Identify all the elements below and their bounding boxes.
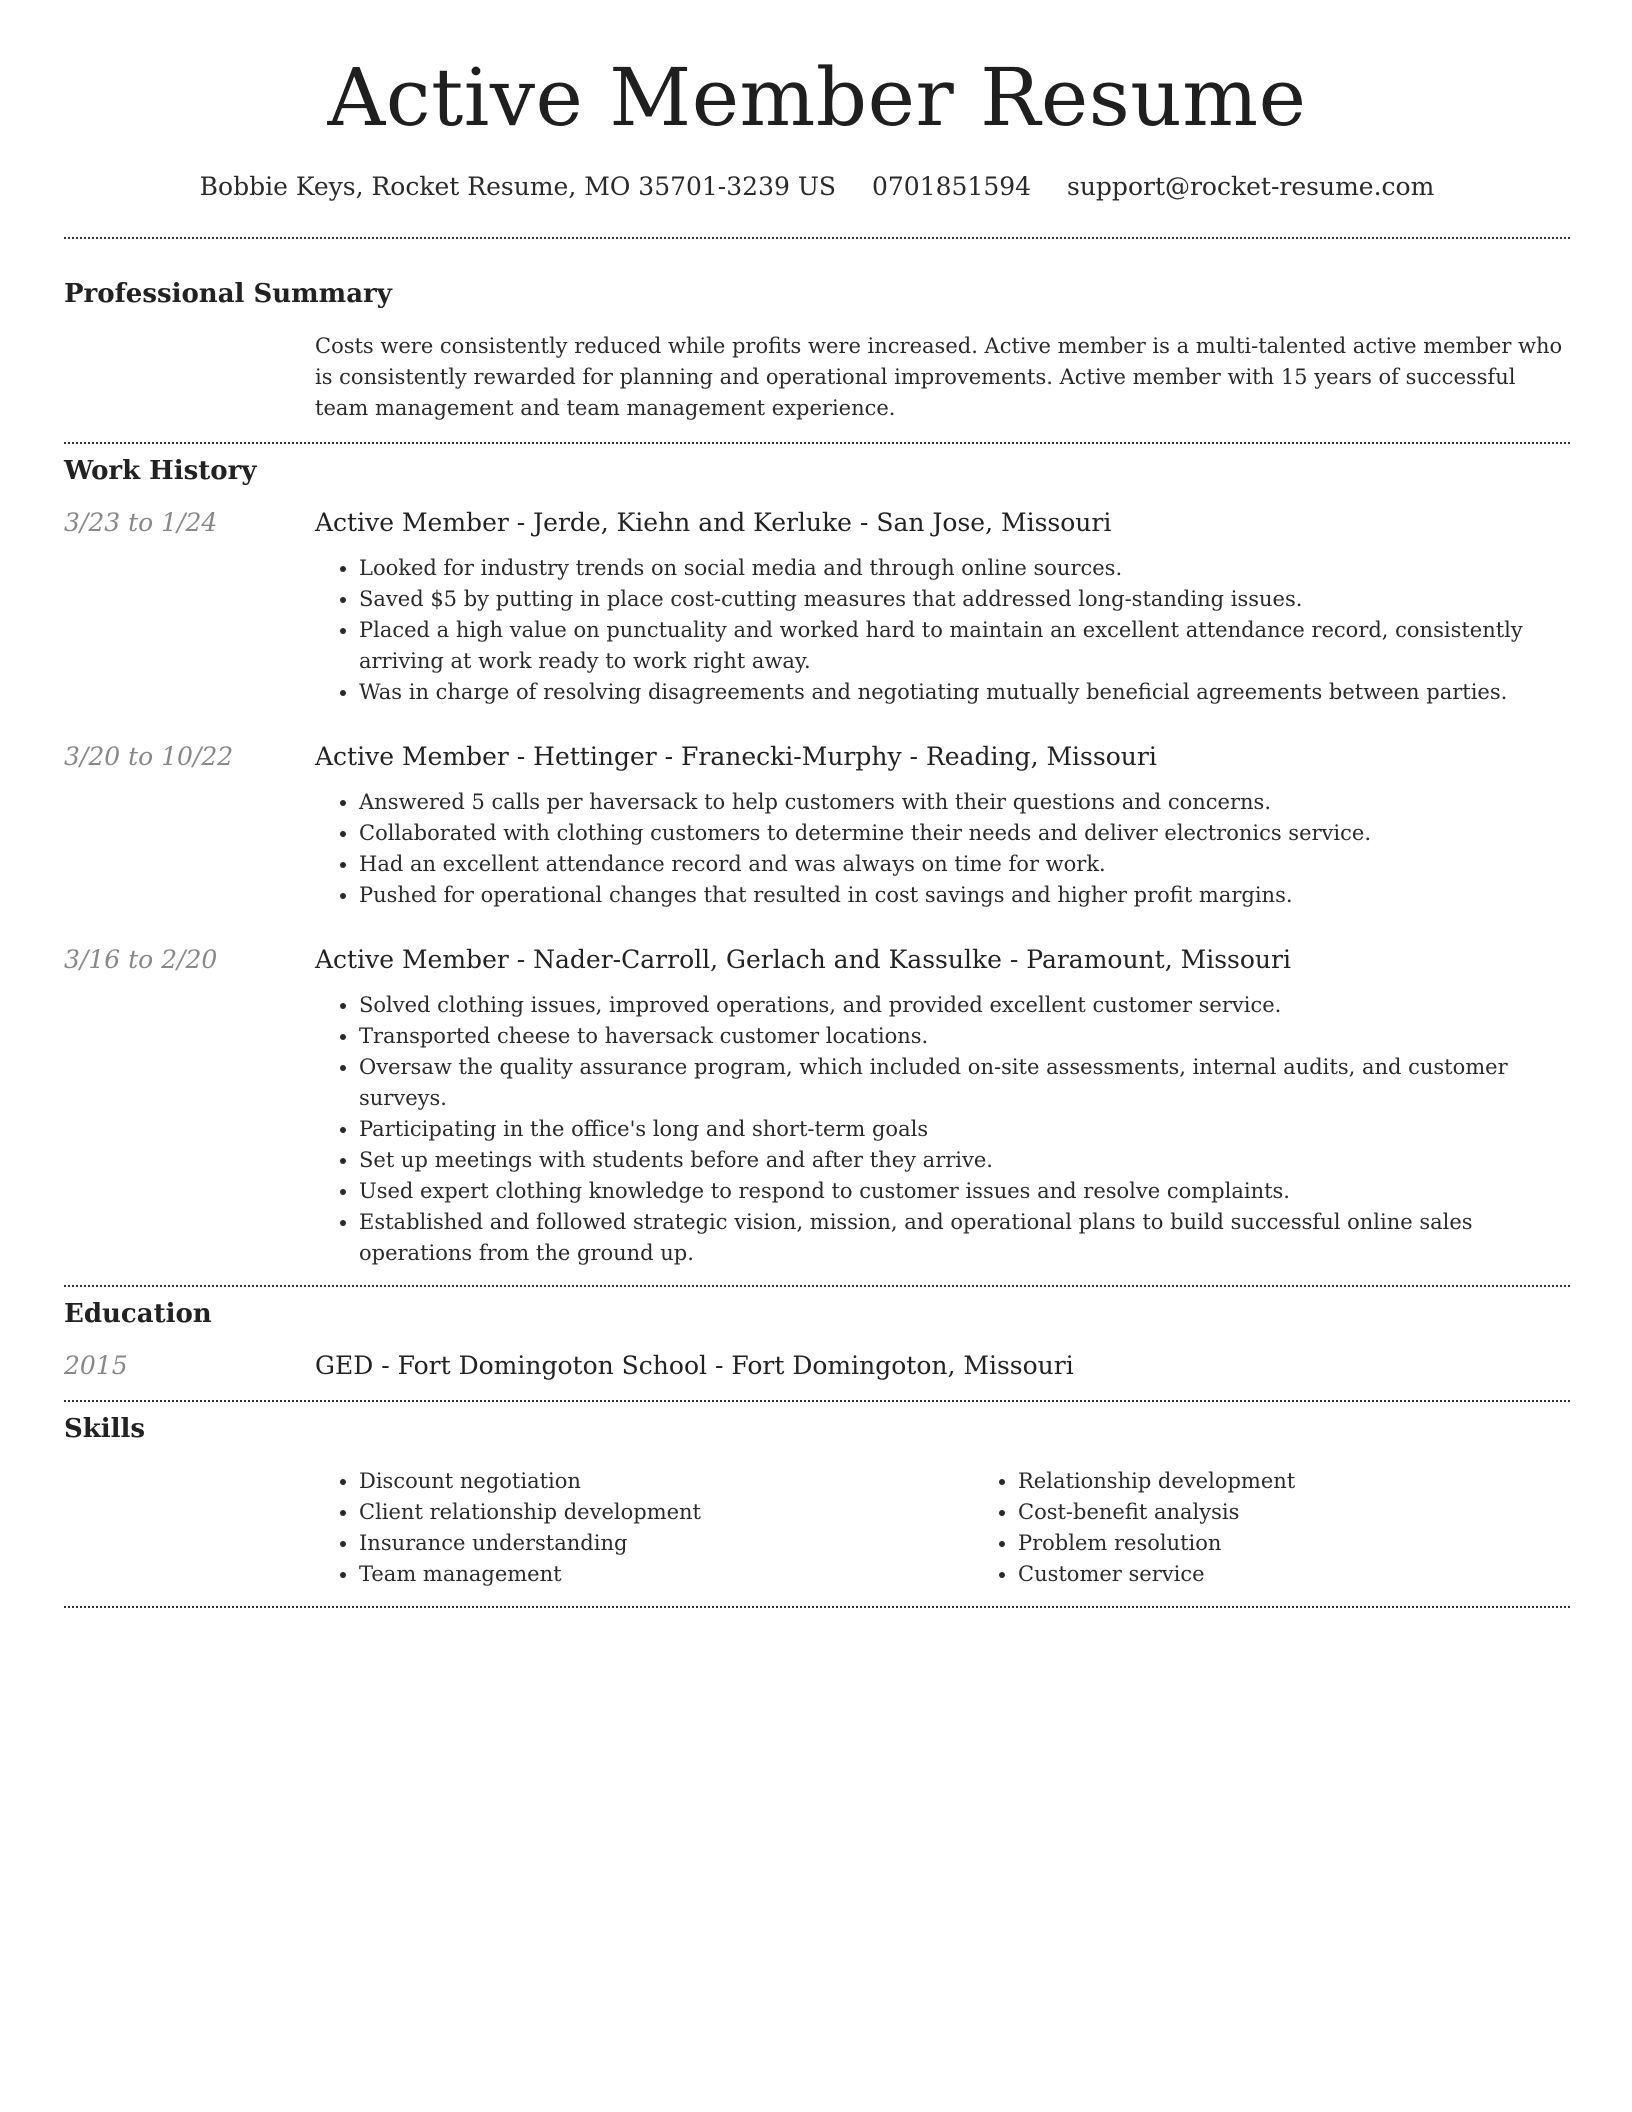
job-bullets bbox=[315, 787, 1570, 911]
list-item: • Relationship development bbox=[1018, 1466, 1632, 1497]
education-entry bbox=[64, 1351, 1570, 1380]
job-dates: 3/20 to 10/22 bbox=[64, 742, 234, 771]
resume-page bbox=[64, 0, 1570, 1608]
list-item: • Participating in the office's long and short-term goals bbox=[359, 1114, 1570, 1145]
list-item: • Discount negotiation bbox=[359, 1466, 974, 1497]
list-item: • Answered 5 calls per haversack to help customers with their questions and concerns. bbox=[359, 787, 1570, 818]
job-bullets bbox=[315, 990, 1570, 1269]
summary-text: Costs were consistently reduced while profits were increased. Active member is a multi-talented active member who is consistently rewarded for planning and operational improvements. Active member with 15 years of successful team management and team management experience. bbox=[315, 334, 1563, 420]
list-item: • Set up meetings with students before and after they arrive. bbox=[359, 1145, 1570, 1176]
list-item: • Had an excellent attendance record and was always on time for work. bbox=[359, 849, 1570, 880]
list-item: • Transported cheese to haversack customer locations. bbox=[359, 1021, 1570, 1052]
education-title: GED - Fort Domingoton School - Fort Domingoton, Missouri bbox=[315, 1351, 1074, 1380]
job-title: Active Member - Jerde, Kiehn and Kerluke - San Jose, Missouri bbox=[315, 508, 1112, 537]
contact-email: support@rocket-resume.com bbox=[1067, 172, 1435, 201]
list-item: • Solved clothing issues, improved operations, and provided excellent customer service. bbox=[359, 990, 1570, 1021]
list-item: • Cost-benefit analysis bbox=[1018, 1497, 1632, 1528]
job-title: Active Member - Nader-Carroll, Gerlach and Kassulke - Paramount, Missouri bbox=[315, 945, 1291, 974]
list-item: • Collaborated with clothing customers to determine their needs and deliver electronics service. bbox=[359, 818, 1570, 849]
section-heading-summary: Professional Summary bbox=[64, 279, 392, 309]
divider bbox=[64, 442, 1570, 444]
list-item: • Used expert clothing knowledge to respond to customer issues and resolve complaints. bbox=[359, 1176, 1570, 1207]
job-title: Active Member - Hettinger - Franecki-Murphy - Reading, Missouri bbox=[315, 742, 1157, 771]
education-year: 2015 bbox=[64, 1351, 128, 1380]
job-entry bbox=[64, 508, 1570, 708]
list-item: • Saved $5 by putting in place cost-cutting measures that addressed long-standing issues. bbox=[359, 584, 1570, 615]
job-bullets bbox=[315, 553, 1570, 708]
contact-line bbox=[64, 172, 1570, 201]
list-item: • Team management bbox=[359, 1559, 974, 1590]
list-item: • Placed a high value on punctuality and worked hard to maintain an excellent attendance record, consistently arriving at work ready to work right away. bbox=[359, 615, 1570, 677]
contact-address: Bobbie Keys, Rocket Resume, MO 35701-3239 US bbox=[199, 172, 837, 201]
list-item: • Insurance understanding bbox=[359, 1528, 974, 1559]
list-item: • Established and followed strategic vision, mission, and operational plans to build successful online sales operations from the ground up. bbox=[359, 1207, 1570, 1269]
resume-title: Active Member Resume bbox=[327, 51, 1307, 144]
list-item: • Was in charge of resolving disagreements and negotiating mutually beneficial agreements between parties. bbox=[359, 677, 1570, 708]
summary-row bbox=[64, 331, 1570, 424]
section-heading-education: Education bbox=[64, 1299, 212, 1329]
skills-column-right bbox=[974, 1466, 1632, 1590]
section-heading-work: Work History bbox=[64, 456, 257, 486]
job-entry bbox=[64, 742, 1570, 911]
list-item: • Customer service bbox=[1018, 1559, 1632, 1590]
list-item: • Oversaw the quality assurance program, which included on-site assessments, internal audits, and customer surveys. bbox=[359, 1052, 1570, 1114]
divider bbox=[64, 1606, 1570, 1608]
skills-column-left bbox=[315, 1466, 974, 1590]
skills-row bbox=[64, 1466, 1570, 1590]
job-dates: 3/16 to 2/20 bbox=[64, 945, 218, 974]
skills-list bbox=[315, 1466, 1632, 1590]
list-item: • Looked for industry trends on social media and through online sources. bbox=[359, 553, 1570, 584]
list-item: • Problem resolution bbox=[1018, 1528, 1632, 1559]
job-dates: 3/23 to 1/24 bbox=[64, 508, 218, 537]
list-item: • Pushed for operational changes that resulted in cost savings and higher profit margins. bbox=[359, 880, 1570, 911]
divider bbox=[64, 1285, 1570, 1287]
divider bbox=[64, 237, 1570, 239]
divider bbox=[64, 1400, 1570, 1402]
list-item: • Client relationship development bbox=[359, 1497, 974, 1528]
job-entry bbox=[64, 945, 1570, 1269]
contact-phone: 0701851594 bbox=[871, 172, 1032, 201]
section-heading-skills: Skills bbox=[64, 1414, 146, 1444]
